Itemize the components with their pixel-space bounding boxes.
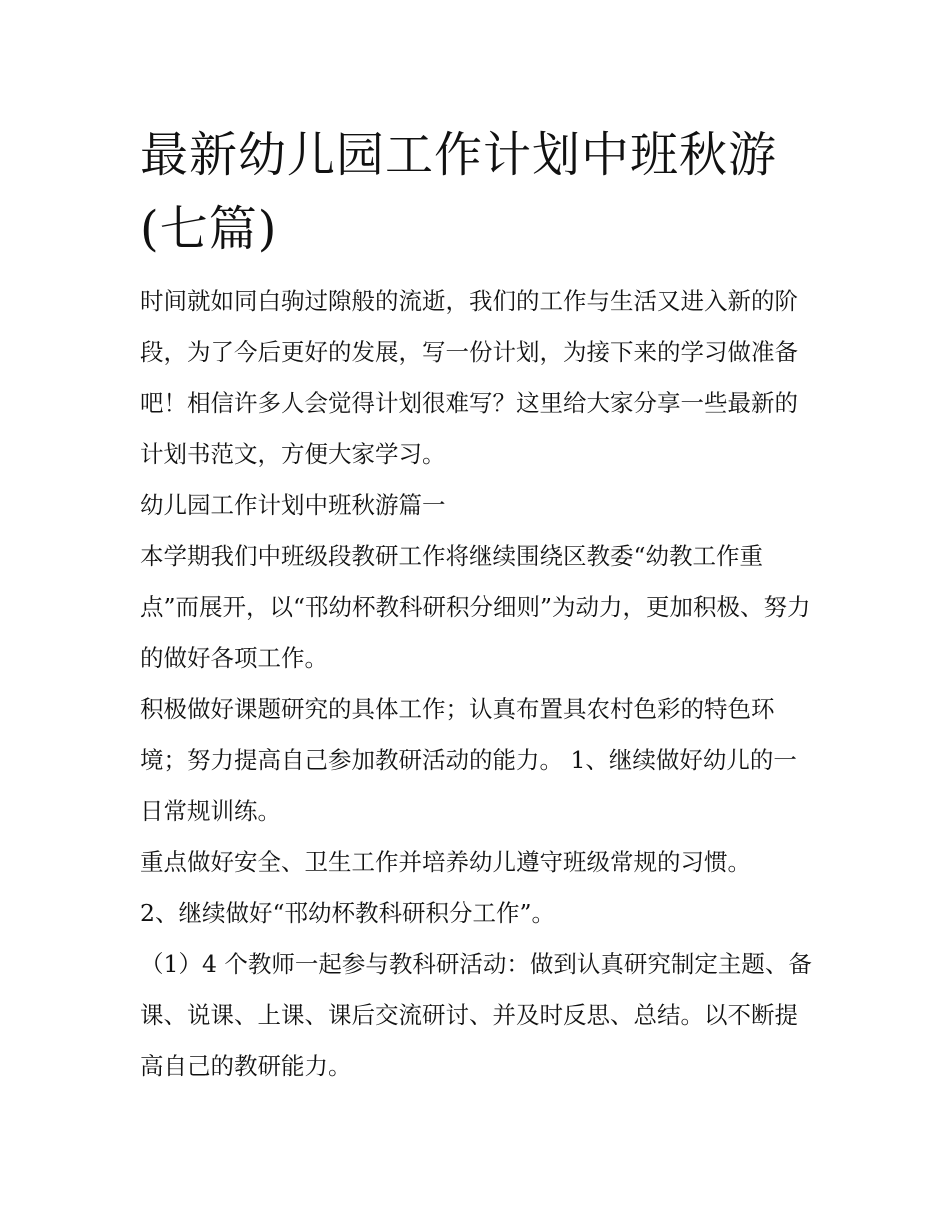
section-heading: 幼儿园工作计划中班秋游篇一	[140, 491, 446, 519]
body-paragraph: （1）4 个教师一起参与教科研活动：做到认真研究制定主题、备课、说课、上课、课后交流研讨、并及时反思、总结。以不断提高自己的教研能力。	[140, 950, 812, 1080]
body-paragraph: 本学期我们中班级段教研工作将继续围绕区教委“幼教工作重点”而展开，以“邗幼杯教科研积分细则”为动力，更加积极、努力的做好各项工作。	[140, 542, 811, 672]
body-paragraph: 重点做好安全、卫生工作并培养幼儿遵守班级常规的习惯。	[140, 848, 751, 876]
body-paragraph: 2、继续做好“邗幼杯教科研积分工作”。	[140, 899, 555, 927]
body-paragraph: 积极做好课题研究的具体工作；认真布置具农村色彩的特色环境；努力提高自己参加教研活动的能力。 1、继续做好幼儿的一日常规训练。	[140, 695, 797, 825]
document-title: 最新幼儿园工作计划中班秋游(七篇)	[140, 127, 778, 257]
intro-paragraph: 时间就如同白驹过隙般的流逝，我们的工作与生活又进入新的阶段，为了今后更好的发展，写一份计划，为接下来的学习做准备吧！相信许多人会觉得计划很难写？这里给大家分享一些最新的计划书范文，方便大家学习。	[140, 287, 798, 468]
